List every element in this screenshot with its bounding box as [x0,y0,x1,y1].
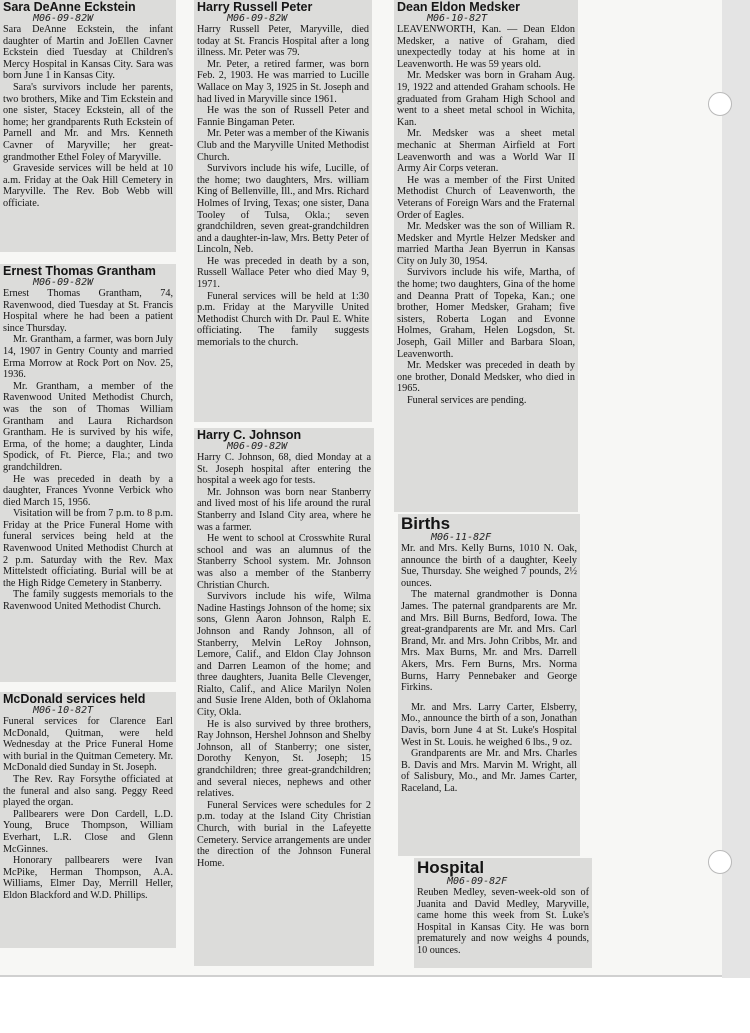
paragraph: Honorary pallbearers were Ivan McPike, Herman Thompson, A.A. Williams, Elmer Day, Merrill Heller, Eldon Blackford and W.D. Phillips. [3,855,173,901]
clipping-headline: Ernest Thomas Grantham [3,264,156,278]
clipping-headline: Harry Russell Peter [197,0,313,14]
clipping-births [398,514,580,856]
handwritten-date: M06-09-82W [227,13,288,24]
paragraph: Funeral Services were schedules for 2 p.m. today at the Island City Christian Church, with burial in the Lafeyette Cemetery. Service arrangements are under the direction of the Johnson Funeral Home. [197,799,371,869]
binder-hole-bottom [708,850,732,874]
clipping-headline: Sara DeAnne Eckstein [3,0,136,14]
handwritten-date: M06-09-82W [33,277,94,288]
clipping-peter [194,0,372,422]
paragraph: He was preceded in death by a son, Russell Wallace Peter who died May 9, 1971. [197,255,369,291]
clipping-headline: Dean Eldon Medsker [397,0,520,14]
paragraph: Mr. and Mrs. Larry Carter, Elsberry, Mo., announce the birth of a son, Jonathan Davis, born June 4 at St. Luke's Hospital West in St. Louis. he weighed 6 lbs., 9 oz. [401,701,577,748]
clipping-medsker [394,0,578,512]
paragraph: Mr. Grantham, a farmer, was born July 14, 1907 in Gentry County and married Erma Morrow at Rock Port on Nov. 25, 1936. [3,334,173,381]
clipping-headline: Harry C. Johnson [197,428,302,442]
paragraph: The maternal grandmother is Donna James. The paternal grandparents are Mr. and Mrs. Bill Burns, Bedford, Iowa. The great-grandparents are Mr. and Mrs. Carl Brand, Mr. and Mrs. John Cribbs, Mr. and Mrs. Max Burns, Mr. and Mrs. Darrell Akers, Mrs. Fern Burns, Mrs. Norma Burns, Harry Pennebaker and George Firkins. [401,589,577,694]
paragraph: He is also survived by three brothers, Ray Johnson, Hershel Johnson and Shelby Johnson, all of Stanberry; one sister, Dorothy Kenyon, St. Joseph; 15 grandchildren; three great-grandchildren; and several nieces, nephews and other relatives. [197,718,371,800]
paragraph: Sara's survivors include her parents, two brothers, Mike and Tim Eckstein and one sister, Stacey Eckstein, all of the home; her grandparents Ruth Eckstein of Parnell and Mr. and Mrs. Kenneth Cavner of Maryville; her great-grandmother Ethel Foley of Maryville. [3,81,173,163]
handwritten-date: M06-09-82W [227,441,288,452]
paragraph: Harry C. Johnson, 68, died Monday at a St. Joseph hospital after entering the hospital a week ago for tests. [197,452,371,487]
paragraph: Reuben Medley, seven-week-old son of Juanita and David Medley, Maryville, came home this week from St. Luke's Hospital in Kansas City. He was born prematurely and now weighs 4 pounds, 10 ounces. [417,887,589,956]
paragraph: Survivors include his wife, Lucille, of the home; two daughters, Mrs. william King of Bellenville, Ill., and Mrs. Richard Holmes of Irving, Texas; one sister, Dana Tooley of Tulsa, Okla.; seven grandchildren, seven great-grandchildren and a daughter-in-law, Mrs. Betty Peter of Lincoln, Neb. [197,163,369,256]
page-shadow [722,0,750,978]
handwritten-date: M06-09-82W [33,13,94,24]
paragraph: Funeral services will be held at 1:30 p.m. Friday at the Maryville United Methodist Church with Dr. Paul E. White officiating. The family suggests memorials to the church. [197,290,369,349]
paragraph: Funeral services are pending. [407,395,527,406]
paragraph: The Rev. Ray Forsythe officiated at the funeral and also sang. Peggy Reed played the organ. [3,773,173,809]
paragraph: Sara DeAnne Eckstein, the infant daughter of Martin and JoEllen Cavner Eckstein died Tuesday at Children's Mercy Hospital in Kansas City. Sara was born June 1 in Kansas City. [3,24,173,82]
paragraph: Mr. Medsker was a sheet metal mechanic at Sherman Airfield at Fort Leavenworth and was a World War II Army Air Corps veteran. [397,128,575,175]
paragraph: LEAVENWORTH, Kan. — Dean Eldon Medsker, a native of Graham, died unexpectedly today at his home at in Leavenworth. He was 59 years old. [397,24,575,70]
clipping-hospital [414,858,592,968]
paragraph: Mr. and Mrs. Kelly Burns, 1010 N. Oak, announce the birth of a daughter, Keely Sue, Thursday. She weighed 7 pounds, 2½ ounces. [401,543,577,589]
paragraph: Survivors include his wife, Martha, of the home; two daughters, Gina of the home and Deanna Pratt of Topeka, Kan.; one brother, Homer Medsker, Graham; five sisters, Roberta Logan and Evonne Holmes, Graham, Helen Logsdon, St. Joseph, Gail Miller and Barbara Sloan, Leavenworth. [397,267,575,360]
paragraph: Mr. Medsker was born in Graham Aug. 19, 1922 and attended Graham schools. He graduated from Graham High School and went to a sheet metal school in Wichita, Kan. [397,70,575,128]
paragraph: Mr. Johnson was born near Stanberry and lived most of his life around the rural Stanberry and Island City area, where he was a farmer. [197,486,371,533]
clipping-eckstein [0,0,176,252]
paragraph: Visitation will be from 7 p.m. to 8 p.m. Friday at the Price Funeral Home with funeral services being held at the Ravenwood United Methodist Church at 2 p.m. Saturday with the Rev. Max Mittelstedt officiating. Burial will be at the High Ridge Cemetery in Stanberry. [3,508,173,589]
paragraph: Harry Russell Peter, Maryville, died today at St. Francis Hospital after a long illness. Mr. Peter was 79. [197,24,369,59]
binder-hole-top [708,92,732,116]
paragraph: Funeral services for Clarence Earl McDonald, Quitman, were held Wednesday at the Price Funeral Home with burial in the Quitman Cemetery. Mr. McDonald died Sunday in St. Joseph. [3,716,173,774]
paragraph: Survivors include his wife, Wilma Nadine Hastings Johnson of the home; six sons, Glenn Aaron Johnson, Ralph E. Johnson and Randy Johnson, all of Stanberry, Melvin LeRoy Johnson, Lemore, Calif., and Eldon Clay Johnson and Darren Leamon of the home; and three daughters, Juanita Belle Clevenger, Rialto, Calif., and Alice Marilyn Nolen and Susie Irene Alden, both of Oklahoma City, Okla. [197,591,371,719]
handwritten-date: M06-09-82F [447,876,508,887]
handwritten-date: M06-11-82F [431,532,492,543]
paragraph: Ernest Thomas Grantham, 74, Ravenwood, died Tuesday at St. Francis Hospital where he had been a patient since Thursday. [3,288,173,334]
clipping-headline: Births [401,514,451,533]
paragraph: Graveside services will be held at 10 a.m. Friday at the Oak Hill Cemetery in Maryville. The Rev. Bob Webb will officiate. [3,163,173,209]
paragraph: The family suggests memorials to the Ravenwood United Methodist Church. [3,589,173,613]
paragraph: He was a member of the First United Methodist Church of Leavenworth, the Veterans of Foreign Wars and the Fraternal Order of Eagles. [397,174,575,221]
clipping-mcdonald [0,692,176,948]
paragraph: He went to school at Crosswhite Rural school and was an alumnus of the Stanberry School system. Mr. Johnson was also a member of the Stanberry Christian Church. [197,533,371,591]
paragraph: He was the son of Russell Peter and Fannie Bingaman Peter. [197,105,369,128]
clipping-headline: Hospital [417,858,485,877]
handwritten-date: M06-10-82T [33,705,94,716]
clipping-headline: McDonald services held [3,692,146,706]
paragraph: Grandparents are Mr. and Mrs. Charles B. Davis and Mrs. Marvin M. Wright, all of Salisbury, Mo., and Mr. James Carter, Raceland, La. [401,748,577,794]
handwritten-date: M06-10-82T [427,13,488,24]
paragraph: Pallbearers were Don Cardell, L.D. Young, Bruce Thompson, William Everhart, L.R. Close and Glenn McGinnes. [3,808,173,855]
clipping-grantham [0,264,176,682]
paragraph: Mr. Grantham, a member of the Ravenwood United Methodist Church, was the son of Thomas William Grantham and Laura Richardson Grantham. He is survived by his wife, Erma, of the home; a daughter, Linda Spodick, of Ft. Pierce, Fla.; and two grandchildren. [3,380,173,473]
paragraph: Mr. Medsker was the son of William R. Medsker and Myrtle Helzer Medsker and married Martha Jean Byerrun in Kansas City on July 30, 1954. [397,221,575,267]
paragraph: Mr. Peter was a member of the Kiwanis Club and the Maryville United Methodist Church. [197,128,369,163]
clipping-johnson [194,428,374,966]
paragraph: Mr. Peter, a retired farmer, was born Feb. 2, 1903. He was married to Lucille Wallace on May 3, 1925 in St. Joseph and had lived in Maryville since 1961. [197,58,369,105]
paragraph: He was preceded in death by a daughter, Frances Yvonne Verbick who died March 15, 1956. [3,473,173,508]
paragraph: Mr. Medsker was preceded in death by one brother, Donald Medsker, who died in 1965. [397,360,575,395]
